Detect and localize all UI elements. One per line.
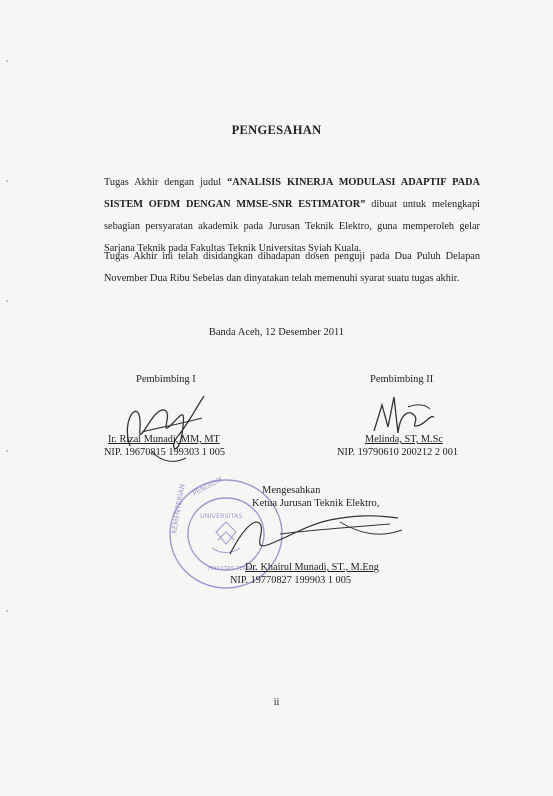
place-date: Banda Aceh, 12 Desember 2011 — [208, 327, 345, 338]
paragraph-suffix: dibuat untuk melengkapi sebagian persyaratan akademik pada Jurusan Teknik Elektro, guna memperoleh gelar Sarjana Teknik pada Fakultas Teknik Universitas Syiah Kuala. — [104, 199, 481, 254]
scan-speck — [6, 300, 8, 302]
scan-speck — [6, 180, 8, 182]
advisor2-name: Melinda, ST, M.Sc — [365, 434, 443, 445]
advisor1-nip: NIP. 19670815 199303 1 005 — [104, 447, 225, 458]
approver-name: Dr. Khairul Munadi, ST., M.Eng — [245, 562, 379, 573]
approver-role: Ketua Jurusan Teknik Elektro, — [252, 498, 380, 509]
scan-speck — [6, 450, 8, 452]
approver-nip: NIP. 19770827 199903 1 005 — [230, 575, 351, 586]
scan-speck — [6, 60, 8, 62]
advisor2-label: Pembimbing II — [370, 374, 434, 385]
scan-speck — [6, 610, 8, 612]
svg-text:KEMENTERIAN: KEMENTERIAN — [170, 483, 187, 535]
page-number: ii — [273, 697, 280, 708]
paragraph-prefix: Tugas Akhir dengan judul — [104, 177, 228, 188]
thesis-title: “ANALISIS KINERJA MODULASI ADAPTIF PADA SISTEM OFDM DENGAN MMSE-SNR ESTIMATOR” — [104, 177, 480, 210]
approver-label: Mengesahkan — [262, 485, 321, 496]
advisor2-nip: NIP. 19790610 200212 2 001 — [337, 447, 458, 458]
advisor1-name: Ir. Rizal Munadi, MM, MT — [108, 434, 220, 445]
page-title: PENGESAHAN — [231, 123, 322, 137]
svg-text:FAKULTAS TEKNIK: FAKULTAS TEKNIK — [208, 566, 256, 572]
svg-text:PENDIDIK: PENDIDIK — [191, 475, 225, 498]
svg-text:UNIVERSITAS: UNIVERSITAS — [200, 512, 243, 520]
advisor1-label: Pembimbing I — [136, 374, 196, 385]
paragraph-defense: Tugas Akhir ini telah disidangkan dihadapan dosen penguji pada Dua Puluh Delapan November Dua Ribu Sebelas dan dinyatakan telah memenuhi syarat suatu tugas akhir. — [104, 251, 480, 284]
